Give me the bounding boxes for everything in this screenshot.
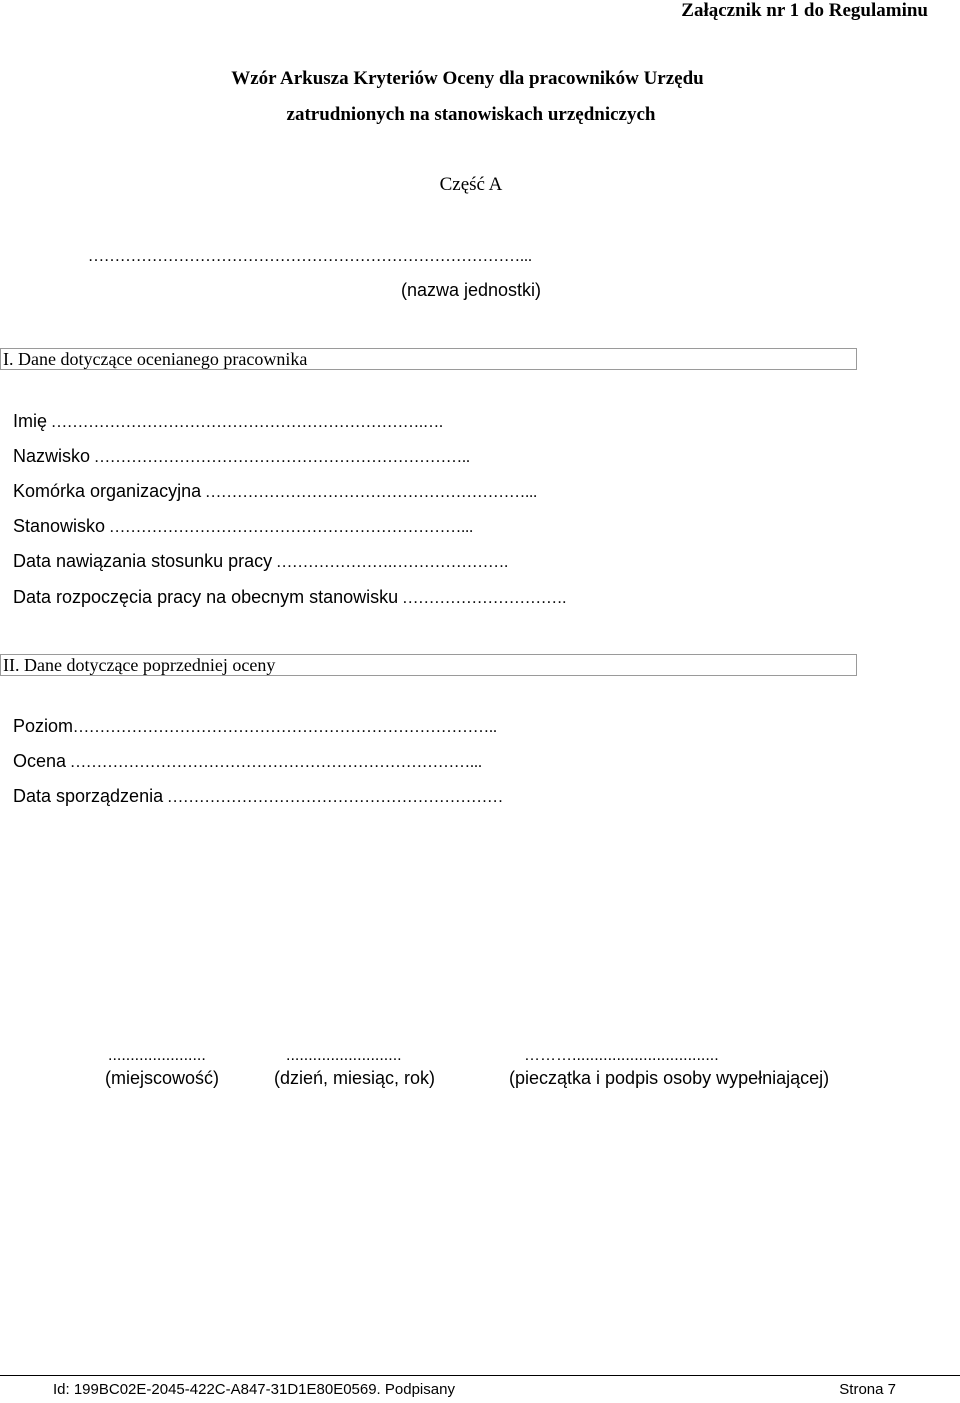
unit-name-label: (nazwa jednostki)	[400, 280, 542, 300]
field-label: Data sporządzenia	[13, 786, 164, 806]
part-heading: Część A	[439, 174, 503, 195]
unit-name-blank[interactable]: ………………………………………………………………………...	[88, 248, 532, 265]
field-prepared-date[interactable]	[13, 786, 503, 807]
document-title-line2: zatrudnionych na stanowiskach urzędniczych	[286, 104, 656, 125]
place-blank[interactable]: ......................	[108, 1047, 206, 1064]
field-blank[interactable]: ……………………………………………………...	[201, 484, 538, 501]
field-department[interactable]	[13, 481, 537, 502]
date-label: (dzień, miesiąc, rok)	[274, 1068, 436, 1088]
field-blank[interactable]: ……………………………………………………………………..	[73, 719, 498, 736]
field-blank[interactable]: …………………………………………………………...	[105, 519, 474, 536]
field-label: Komórka organizacyjna	[13, 481, 202, 501]
field-employment-date[interactable]	[13, 551, 508, 572]
date-blank[interactable]: ..........................	[286, 1047, 402, 1064]
section2-title: II. Dane dotyczące poprzedniej oceny	[3, 655, 276, 675]
stamp-signature-blank[interactable]: ……….................................	[524, 1047, 719, 1064]
field-blank[interactable]: ………………………….	[398, 590, 567, 607]
document-id: Id: 199BC02E-2045-422C-A847-31D1E80E0569. Podpisany	[53, 1381, 455, 1398]
field-rating[interactable]	[13, 751, 482, 772]
page-number: Strona 7	[839, 1381, 896, 1398]
place-label: (miejscowość)	[105, 1068, 220, 1088]
section1-title: I. Dane dotyczące ocenianego pracownika	[3, 349, 308, 369]
field-blank[interactable]: ………………….………………….	[272, 554, 509, 571]
field-blank[interactable]: …………………………………………………………………...	[66, 754, 483, 771]
field-level[interactable]	[13, 716, 497, 737]
field-blank[interactable]: ………………………………………………………	[163, 789, 504, 806]
field-label: Data nawiązania stosunku pracy	[13, 551, 273, 571]
field-first-name[interactable]	[13, 411, 443, 432]
field-position[interactable]	[13, 516, 473, 537]
footer-divider	[0, 1375, 960, 1376]
field-last-name[interactable]	[13, 446, 470, 467]
field-label: Stanowisko	[13, 516, 106, 536]
field-blank[interactable]: ……………………………………………………………..	[90, 449, 471, 466]
field-current-position-date[interactable]	[13, 587, 566, 608]
field-label: Ocena	[13, 751, 67, 771]
field-label: Nazwisko	[13, 446, 91, 466]
stamp-signature-label: (pieczątka i podpis osoby wypełniającej)	[509, 1068, 830, 1088]
field-blank[interactable]: …………………………………………………………….….	[47, 414, 444, 431]
field-label: Data rozpoczęcia pracy na obecnym stanowisku	[13, 587, 399, 607]
document-title-line1: Wzór Arkusza Kryteriów Oceny dla pracowników Urzędu	[231, 68, 704, 89]
attachment-header: Załącznik nr 1 do Regulaminu	[681, 0, 928, 21]
field-label: Poziom	[13, 716, 74, 736]
field-label: Imię	[13, 411, 48, 431]
